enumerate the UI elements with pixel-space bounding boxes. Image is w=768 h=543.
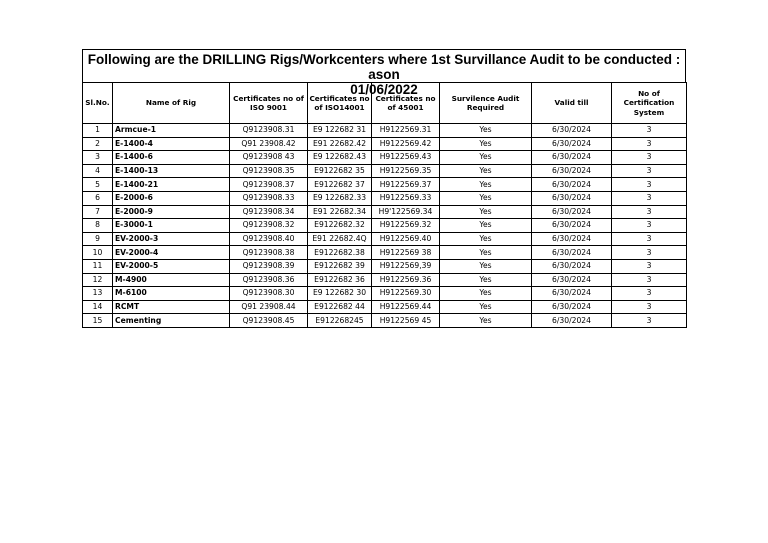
document-title (82, 49, 686, 97)
cell-sl-no: 6 (83, 191, 113, 205)
cell-iso9001: Q9123908.36 (230, 273, 308, 287)
cell-certification-systems: 3 (612, 205, 687, 219)
title-line-1: Following are the DRILLING Rigs/Workcenters where 1st Survillance Audit to be conducted : ason (87, 52, 681, 82)
cell-valid-till: 6/30/2024 (532, 273, 612, 287)
cell-iso45001: H9122569.33 (372, 191, 440, 205)
cell-audit-required: Yes (440, 151, 532, 165)
cell-iso45001: H9122569.36 (372, 273, 440, 287)
cell-sl-no: 13 (83, 287, 113, 301)
cell-sl-no: 2 (83, 137, 113, 151)
cell-audit-required: Yes (440, 273, 532, 287)
cell-audit-required: Yes (440, 232, 532, 246)
cell-certification-systems: 3 (612, 219, 687, 233)
header-sl-no: Sl.No. (83, 83, 113, 124)
cell-audit-required: Yes (440, 124, 532, 138)
cell-iso45001: H9122569.30 (372, 287, 440, 301)
cell-iso14001: E912268245 (308, 314, 372, 328)
cell-sl-no: 7 (83, 205, 113, 219)
cell-audit-required: Yes (440, 164, 532, 178)
table-row (83, 273, 687, 287)
cell-rig-name: M-4900 (113, 273, 230, 287)
header-iso45001: Certificates no of 45001 (372, 83, 440, 124)
cell-iso9001: Q9123908 43 (230, 151, 308, 165)
cell-sl-no: 4 (83, 164, 113, 178)
cell-audit-required: Yes (440, 246, 532, 260)
cell-iso9001: Q9123908.35 (230, 164, 308, 178)
cell-valid-till: 6/30/2024 (532, 287, 612, 301)
cell-rig-name: EV-2000-3 (113, 232, 230, 246)
cell-sl-no: 14 (83, 300, 113, 314)
cell-iso45001: H9122569 38 (372, 246, 440, 260)
cell-rig-name: Cementing (113, 314, 230, 328)
cell-certification-systems: 3 (612, 314, 687, 328)
cell-valid-till: 6/30/2024 (532, 259, 612, 273)
cell-iso45001: H9122569.32 (372, 219, 440, 233)
title-line-2: 01/06/2022 (350, 82, 418, 97)
cell-sl-no: 9 (83, 232, 113, 246)
table-body (83, 124, 687, 328)
cell-audit-required: Yes (440, 259, 532, 273)
cell-iso45001: H9122569.44 (372, 300, 440, 314)
cell-certification-systems: 3 (612, 164, 687, 178)
cell-audit-required: Yes (440, 205, 532, 219)
header-valid-till: Valid till (532, 83, 612, 124)
cell-certification-systems: 3 (612, 300, 687, 314)
cell-iso45001: H9122569.42 (372, 137, 440, 151)
table-row (83, 232, 687, 246)
cell-certification-systems: 3 (612, 246, 687, 260)
cell-iso45001: H9122569.35 (372, 164, 440, 178)
cell-iso9001: Q9123908.31 (230, 124, 308, 138)
cell-sl-no: 11 (83, 259, 113, 273)
cell-iso9001: Q91 23908.42 (230, 137, 308, 151)
cell-iso45001: H9122569.31 (372, 124, 440, 138)
cell-sl-no: 5 (83, 178, 113, 192)
table-row (83, 314, 687, 328)
table-row (83, 300, 687, 314)
cell-iso45001: H9122569.43 (372, 151, 440, 165)
cell-rig-name: Armcue-1 (113, 124, 230, 138)
cell-rig-name: RCMT (113, 300, 230, 314)
cell-iso45001: H9'122569.34 (372, 205, 440, 219)
cell-valid-till: 6/30/2024 (532, 246, 612, 260)
table-row (83, 205, 687, 219)
cell-sl-no: 3 (83, 151, 113, 165)
cell-iso45001: H9122569 45 (372, 314, 440, 328)
cell-sl-no: 1 (83, 124, 113, 138)
cell-sl-no: 15 (83, 314, 113, 328)
table-row (83, 137, 687, 151)
cell-valid-till: 6/30/2024 (532, 164, 612, 178)
cell-iso9001: Q9123908.37 (230, 178, 308, 192)
cell-iso14001: E9 122682.33 (308, 191, 372, 205)
cell-audit-required: Yes (440, 219, 532, 233)
cell-certification-systems: 3 (612, 137, 687, 151)
table-row (83, 124, 687, 138)
cell-certification-systems: 3 (612, 191, 687, 205)
cell-rig-name: M-6100 (113, 287, 230, 301)
cell-rig-name: E-2000-9 (113, 205, 230, 219)
cell-iso9001: Q9123908.40 (230, 232, 308, 246)
cell-iso45001: H9122569.40 (372, 232, 440, 246)
cell-valid-till: 6/30/2024 (532, 300, 612, 314)
cell-valid-till: 6/30/2024 (532, 205, 612, 219)
cell-rig-name: E-1400-13 (113, 164, 230, 178)
table-row (83, 287, 687, 301)
table-row (83, 246, 687, 260)
cell-iso45001: H9122569.37 (372, 178, 440, 192)
cell-iso14001: E9122682 44 (308, 300, 372, 314)
cell-iso14001: E91 22682.42 (308, 137, 372, 151)
cell-certification-systems: 3 (612, 287, 687, 301)
cell-iso14001: E9122682 35 (308, 164, 372, 178)
cell-rig-name: E-3000-1 (113, 219, 230, 233)
cell-iso9001: Q91 23908.44 (230, 300, 308, 314)
cell-valid-till: 6/30/2024 (532, 137, 612, 151)
cell-sl-no: 12 (83, 273, 113, 287)
cell-rig-name: E-1400-6 (113, 151, 230, 165)
cell-iso14001: E9 122682.43 (308, 151, 372, 165)
cell-iso9001: Q9123908.30 (230, 287, 308, 301)
document-sheet (82, 49, 686, 328)
table-row (83, 259, 687, 273)
header-iso14001: Certificates no of ISO14001 (308, 83, 372, 124)
cell-iso14001: E9122682.38 (308, 246, 372, 260)
cell-valid-till: 6/30/2024 (532, 232, 612, 246)
cell-iso45001: H9122569,39 (372, 259, 440, 273)
cell-iso14001: E9122682 39 (308, 259, 372, 273)
cell-iso9001: Q9123908.32 (230, 219, 308, 233)
cell-audit-required: Yes (440, 178, 532, 192)
cell-audit-required: Yes (440, 191, 532, 205)
cell-iso9001: Q9123908.34 (230, 205, 308, 219)
cell-iso9001: Q9123908.33 (230, 191, 308, 205)
cell-certification-systems: 3 (612, 124, 687, 138)
cell-valid-till: 6/30/2024 (532, 178, 612, 192)
cell-valid-till: 6/30/2024 (532, 124, 612, 138)
cell-certification-systems: 3 (612, 232, 687, 246)
cell-audit-required: Yes (440, 300, 532, 314)
table-row (83, 178, 687, 192)
cell-iso14001: E91 22682.34 (308, 205, 372, 219)
cell-rig-name: E-1400-4 (113, 137, 230, 151)
header-iso9001: Certificates no of ISO 9001 (230, 83, 308, 124)
cell-certification-systems: 3 (612, 151, 687, 165)
cell-sl-no: 10 (83, 246, 113, 260)
cell-rig-name: E-1400-21 (113, 178, 230, 192)
cell-iso9001: Q9123908.39 (230, 259, 308, 273)
header-audit-required: Survilence Audit Required (440, 83, 532, 124)
table-row (83, 164, 687, 178)
cell-iso14001: E9122682 37 (308, 178, 372, 192)
cell-iso14001: E9 122682 31 (308, 124, 372, 138)
header-certification-systems: No of Certification System (612, 83, 687, 124)
rigs-table (82, 82, 687, 328)
cell-iso9001: Q9123908.38 (230, 246, 308, 260)
cell-iso14001: E9122682.32 (308, 219, 372, 233)
cell-certification-systems: 3 (612, 273, 687, 287)
header-rig-name: Name of Rig (113, 83, 230, 124)
table-row (83, 219, 687, 233)
cell-valid-till: 6/30/2024 (532, 314, 612, 328)
cell-rig-name: EV-2000-4 (113, 246, 230, 260)
cell-valid-till: 6/30/2024 (532, 151, 612, 165)
cell-valid-till: 6/30/2024 (532, 219, 612, 233)
cell-sl-no: 8 (83, 219, 113, 233)
cell-audit-required: Yes (440, 137, 532, 151)
cell-certification-systems: 3 (612, 178, 687, 192)
cell-rig-name: E-2000-6 (113, 191, 230, 205)
cell-certification-systems: 3 (612, 259, 687, 273)
cell-iso14001: E9122682 36 (308, 273, 372, 287)
cell-audit-required: Yes (440, 287, 532, 301)
cell-rig-name: EV-2000-5 (113, 259, 230, 273)
table-row (83, 191, 687, 205)
table-row (83, 151, 687, 165)
cell-iso14001: E9 122682 30 (308, 287, 372, 301)
cell-valid-till: 6/30/2024 (532, 191, 612, 205)
cell-iso14001: E91 22682.4Q (308, 232, 372, 246)
cell-iso9001: Q9123908.45 (230, 314, 308, 328)
cell-audit-required: Yes (440, 314, 532, 328)
